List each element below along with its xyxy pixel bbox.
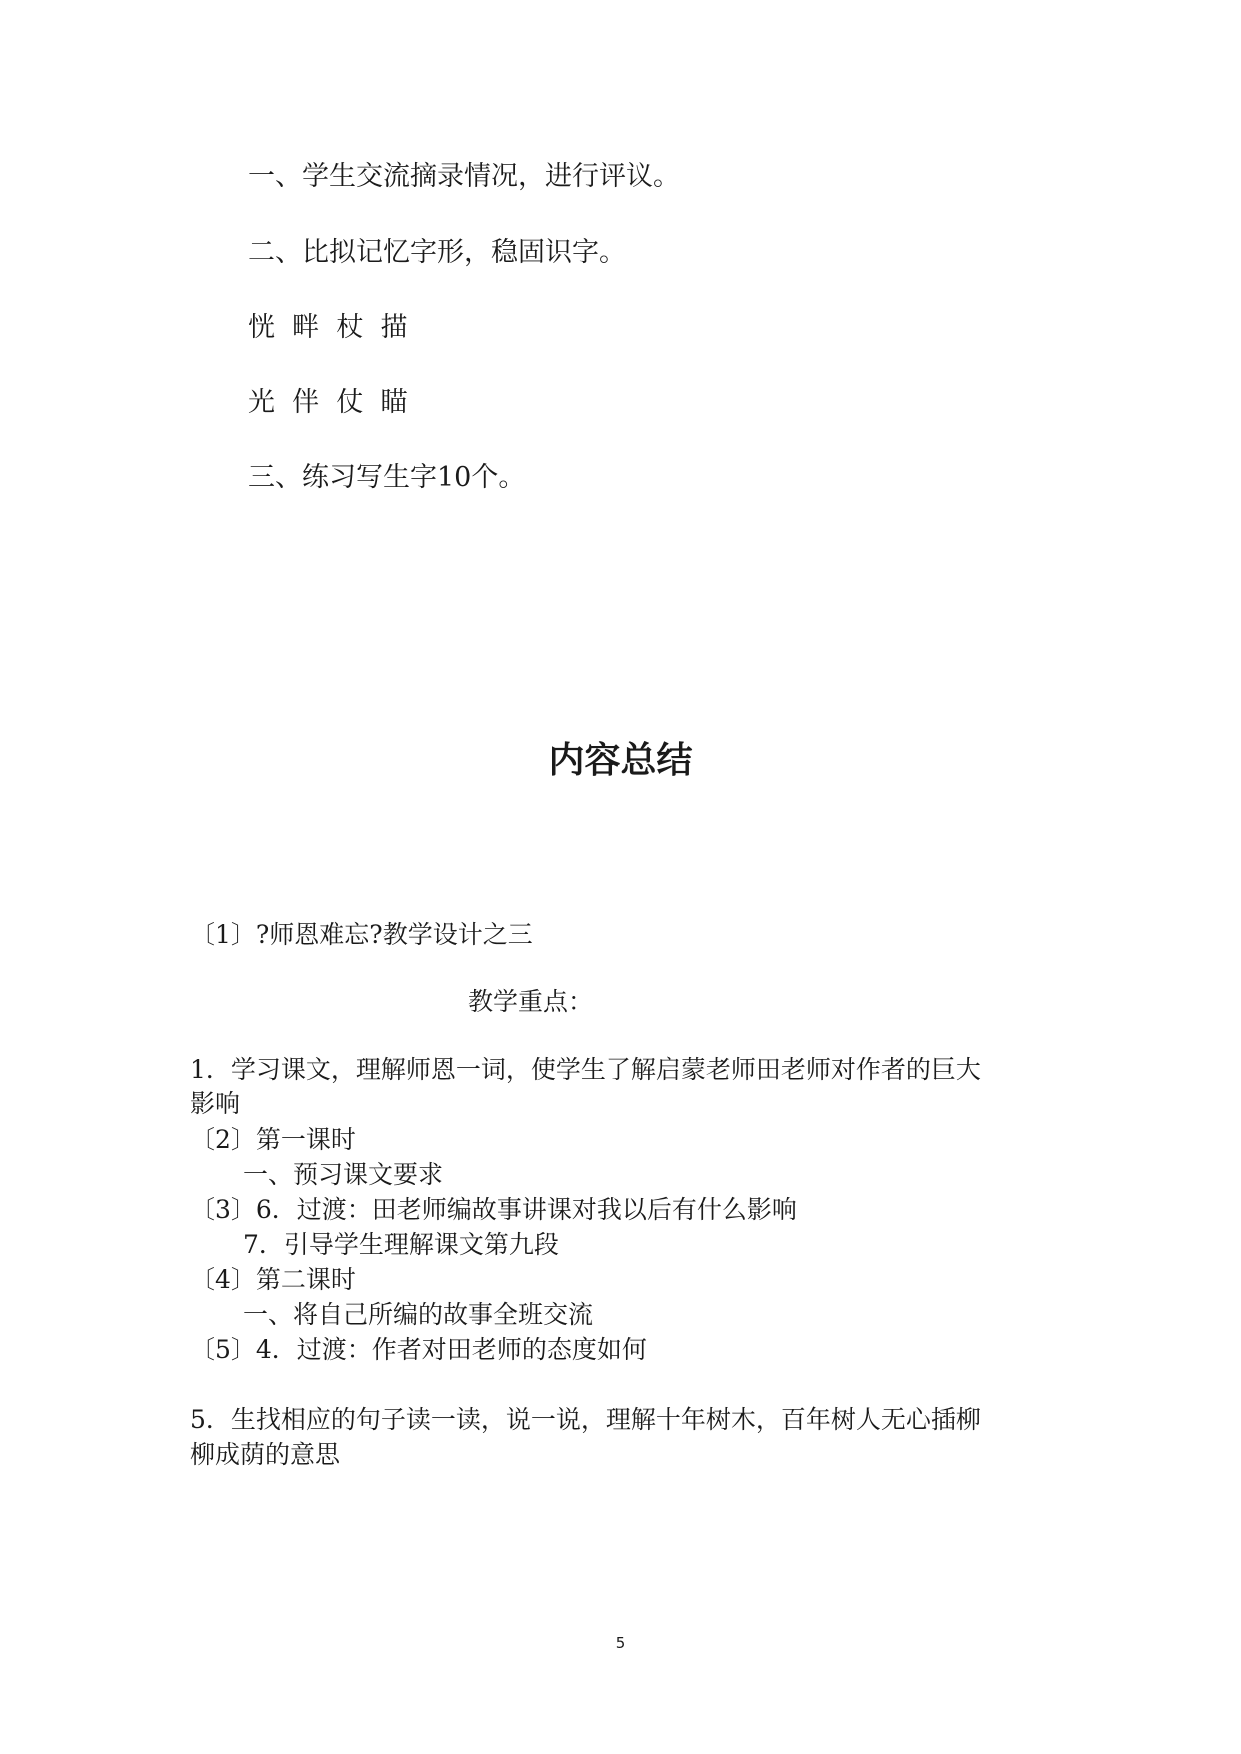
page-number: 5 bbox=[615, 1634, 626, 1652]
summary-item-3-sub: 7．引导学生理解课文第九段 bbox=[243, 1230, 559, 1259]
teaching-focus-label: 教学重点： bbox=[468, 987, 594, 1016]
summary-item-4: 〔4〕第二课时 bbox=[190, 1265, 356, 1294]
summary-heading: 内容总结 bbox=[548, 740, 693, 781]
focus-point-1-line-1: 1．学习课文，理解师恩一词，使学生了解启蒙老师田老师对作者的巨大 bbox=[190, 1055, 981, 1084]
characters-row-2: 光 伴 仗 瞄 bbox=[248, 387, 408, 418]
summary-item-2-sub: 一、预习课文要求 bbox=[243, 1160, 444, 1189]
focus-point-1-line-2: 影响 bbox=[190, 1089, 241, 1118]
summary-item-1: 〔1〕?师恩难忘?教学设计之三 bbox=[190, 920, 533, 949]
focus-point-5-line-1: 5．生找相应的句子读一读，说一说，理解十年树木，百年树人无心插柳 bbox=[190, 1405, 981, 1434]
summary-item-3: 〔3〕6．过渡：田老师编故事讲课对我以后有什么影响 bbox=[190, 1195, 797, 1224]
step-3-text: 三、练习写生字10个。 bbox=[248, 462, 526, 493]
summary-item-4-sub: 一、将自己所编的故事全班交流 bbox=[243, 1300, 594, 1329]
characters-row-1: 恍 畔 杖 描 bbox=[248, 312, 408, 343]
summary-item-2: 〔2〕第一课时 bbox=[190, 1125, 356, 1154]
summary-item-5: 〔5〕4．过渡：作者对田老师的态度如何 bbox=[190, 1335, 647, 1364]
step-1-text: 一、学生交流摘录情况，进行评议。 bbox=[248, 161, 680, 192]
focus-point-5-line-2: 柳成荫的意思 bbox=[190, 1440, 341, 1469]
step-2-text: 二、比拟记忆字形，稳固识字。 bbox=[248, 237, 626, 268]
